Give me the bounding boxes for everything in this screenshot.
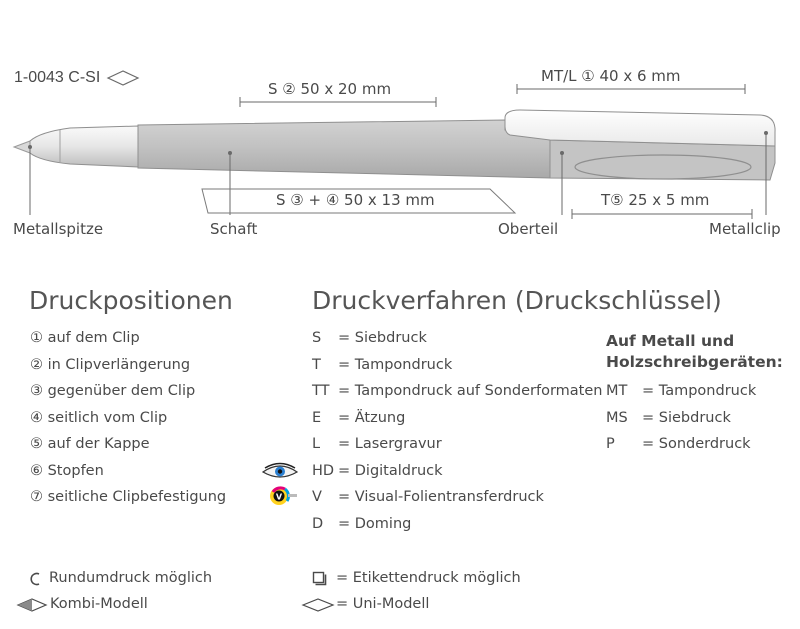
- legend-etikett: = Etikettendruck möglich: [336, 570, 521, 586]
- pen-upper-part: [550, 140, 775, 180]
- product-code: 1-0043 C-SI: [14, 69, 101, 86]
- part-shaft: Schaft: [210, 220, 258, 238]
- metal-label: = Siebdruck: [642, 409, 731, 426]
- method-key: V: [312, 489, 322, 505]
- method-item: [312, 511, 602, 538]
- position-item: ⑥ Stopfen: [30, 462, 104, 479]
- method-label: = Doming: [338, 515, 412, 532]
- rundum-icon: [29, 572, 45, 586]
- svg-text:V: V: [275, 492, 283, 502]
- method-item: [312, 378, 602, 405]
- dim-mtl: MT/L ① 40 x 6 mm: [541, 67, 681, 85]
- uni-model-legend-icon: [301, 597, 335, 613]
- method-label: = Siebdruck: [338, 330, 427, 346]
- method-label: = Digitaldruck: [338, 462, 443, 479]
- part-tip: Metallspitze: [13, 220, 104, 238]
- position-item: ④ seitlich vom Clip: [30, 409, 168, 426]
- legend-uni: = Uni-Modell: [336, 596, 430, 612]
- positions-heading: Druckpositionen: [29, 286, 233, 315]
- part-clip: Metallclip: [709, 220, 781, 238]
- positions-list: [30, 325, 226, 511]
- method-key: HD: [312, 462, 335, 479]
- eye-icon: [261, 462, 299, 482]
- metal-heading-2: Holzschreibgeräten:: [606, 353, 783, 371]
- method-item: [312, 405, 602, 432]
- pen-shaft: [138, 120, 550, 178]
- method-item: [312, 325, 602, 352]
- metal-item: [606, 431, 756, 458]
- dim-s2: S ② 50 x 20 mm: [268, 80, 392, 98]
- method-key: S: [312, 330, 322, 346]
- position-item: ② in Clipverlängerung: [30, 356, 191, 373]
- dim-t5: T⑤ 25 x 5 mm: [601, 191, 710, 209]
- method-item: [312, 352, 602, 379]
- metal-tip: [30, 126, 138, 167]
- method-item: [312, 431, 602, 458]
- metal-heading-1: Auf Metall und: [606, 332, 735, 350]
- methods-heading: Druckverfahren (Druckschlüssel): [312, 286, 722, 315]
- method-label: = Visual-Folientransferdruck: [338, 489, 544, 505]
- method-item: [312, 484, 602, 511]
- dim-s34: S ③ + ④ 50 x 13 mm: [276, 191, 435, 209]
- metal-key: P: [606, 436, 615, 452]
- etikett-icon: [312, 571, 328, 587]
- part-top: Oberteil: [498, 220, 559, 238]
- position-item: ① auf dem Clip: [30, 330, 140, 346]
- kombi-model-icon: [16, 597, 48, 613]
- position-item: ⑤ auf der Kappe: [30, 436, 150, 452]
- method-key: D: [312, 515, 324, 532]
- method-key: T: [312, 356, 321, 373]
- metal-section: [606, 331, 783, 373]
- pen-illustration: [0, 0, 800, 260]
- metal-key: MS: [606, 409, 628, 426]
- pen-point: [14, 141, 30, 153]
- methods-list: [312, 325, 602, 537]
- metal-key: MT: [606, 383, 628, 399]
- metal-label: = Sonderdruck: [642, 436, 751, 452]
- method-key: TT: [312, 383, 330, 399]
- metal-item: [606, 405, 756, 432]
- method-key: E: [312, 409, 322, 426]
- method-label: = Tampondruck auf Sonderformaten: [338, 383, 603, 399]
- method-label: = Ätzung: [338, 409, 406, 426]
- position-item: ⑦ seitliche Clipbefestigung: [30, 489, 227, 505]
- metal-label: = Tampondruck: [642, 383, 757, 399]
- legend-kombi: Kombi-Modell: [50, 596, 148, 612]
- metal-list: [606, 378, 756, 458]
- method-item: [312, 458, 602, 485]
- method-key: L: [312, 436, 321, 452]
- method-label: = Tampondruck: [338, 356, 453, 373]
- metal-item: [606, 378, 756, 405]
- legend-rundum: Rundumdruck möglich: [49, 570, 213, 586]
- method-label: = Lasergravur: [338, 436, 442, 452]
- position-item: ③ gegenüber dem Clip: [30, 383, 196, 399]
- visual-logo-icon: [268, 484, 298, 508]
- uni-model-icon: [108, 71, 138, 85]
